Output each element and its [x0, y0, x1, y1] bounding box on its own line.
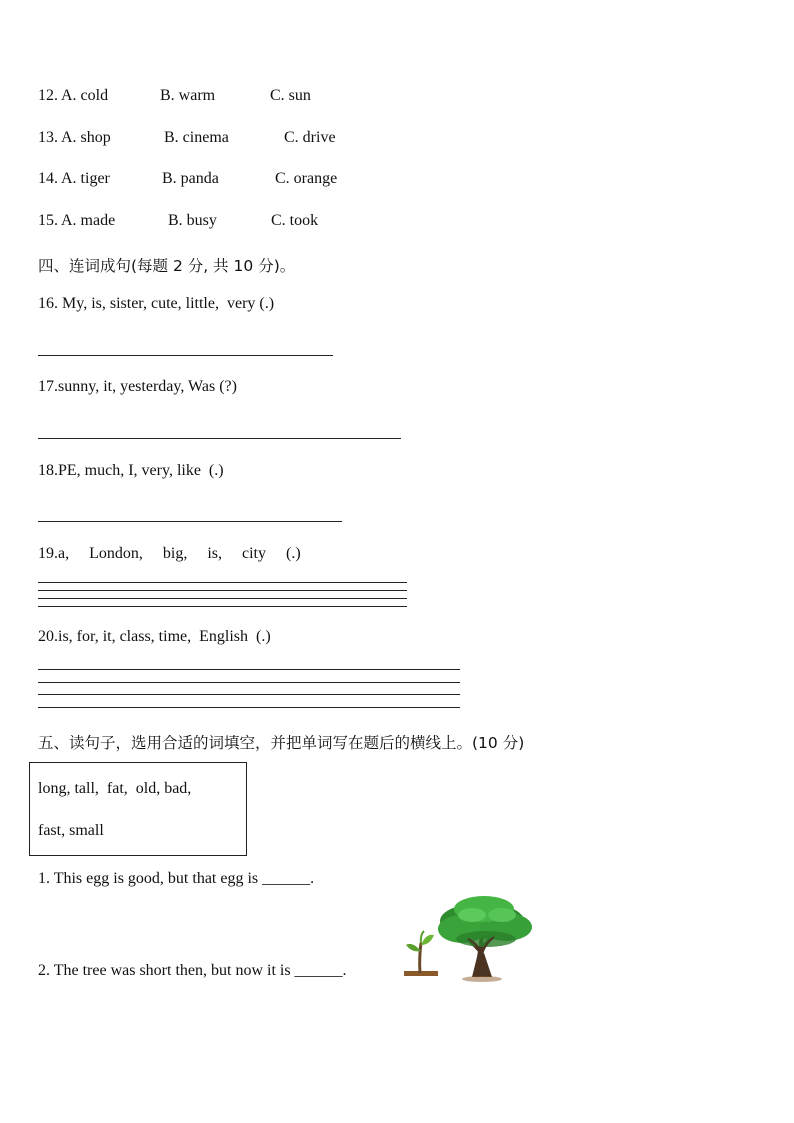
word-bank-line-1: long, tall, fat, old, bad, — [38, 780, 192, 797]
writing-line[interactable] — [38, 598, 407, 599]
option-a: A. tiger — [61, 170, 110, 187]
question-20-prompt: 20.is, for, it, class, time, English (.) — [38, 628, 271, 645]
option-c: C. took — [271, 212, 319, 229]
fill-question-1: 1. This egg is good, but that egg is ______. — [38, 870, 315, 887]
option-b: B. cinema — [164, 129, 229, 146]
section-heading-fill-in: 五、读句子，选用合适的词填空，并把单词写在题后的横线上。(10 分) — [38, 734, 525, 752]
question-number: 14. — [38, 170, 58, 187]
question-number: 13. — [38, 129, 58, 146]
answer-line[interactable] — [38, 355, 333, 356]
answer-line[interactable] — [38, 438, 401, 439]
grown-tree-icon — [438, 896, 532, 982]
question-17-prompt: 17.sunny, it, yesterday, Was (?) — [38, 378, 237, 395]
option-a: A. cold — [61, 87, 109, 104]
question-19-prompt: 19.a, London, big, is, city (.) — [38, 545, 301, 562]
question-16-prompt: 16. My, is, sister, cute, little, very (.) — [38, 295, 275, 312]
question-number: 15. — [38, 212, 58, 229]
writing-line[interactable] — [38, 707, 460, 708]
writing-line[interactable] — [38, 669, 460, 670]
option-c: C. drive — [284, 129, 336, 146]
option-b: B. panda — [162, 170, 219, 187]
writing-line[interactable] — [38, 606, 407, 607]
question-number: 12. — [38, 87, 58, 104]
writing-line[interactable] — [38, 590, 407, 591]
option-a: A. made — [61, 212, 116, 229]
writing-line[interactable] — [38, 582, 407, 583]
word-bank-line-2: fast, small — [38, 822, 104, 839]
sapling-icon — [404, 931, 438, 976]
section-heading-sentence-building: 四、连词成句(每题 2 分, 共 10 分)。 — [38, 257, 296, 275]
option-a: A. shop — [61, 129, 111, 146]
writing-line[interactable] — [38, 694, 460, 695]
writing-line[interactable] — [38, 682, 460, 683]
option-b: B. warm — [160, 87, 216, 104]
option-b: B. busy — [168, 212, 217, 229]
question-18-prompt: 18.PE, much, I, very, like (.) — [38, 462, 224, 479]
tree-growth-illustration — [402, 893, 542, 983]
option-c: C. sun — [270, 87, 311, 104]
word-bank-box — [29, 762, 247, 856]
answer-line[interactable] — [38, 521, 342, 522]
option-c: C. orange — [275, 170, 338, 187]
fill-question-2: 2. The tree was short then, but now it is ______. — [38, 962, 347, 979]
